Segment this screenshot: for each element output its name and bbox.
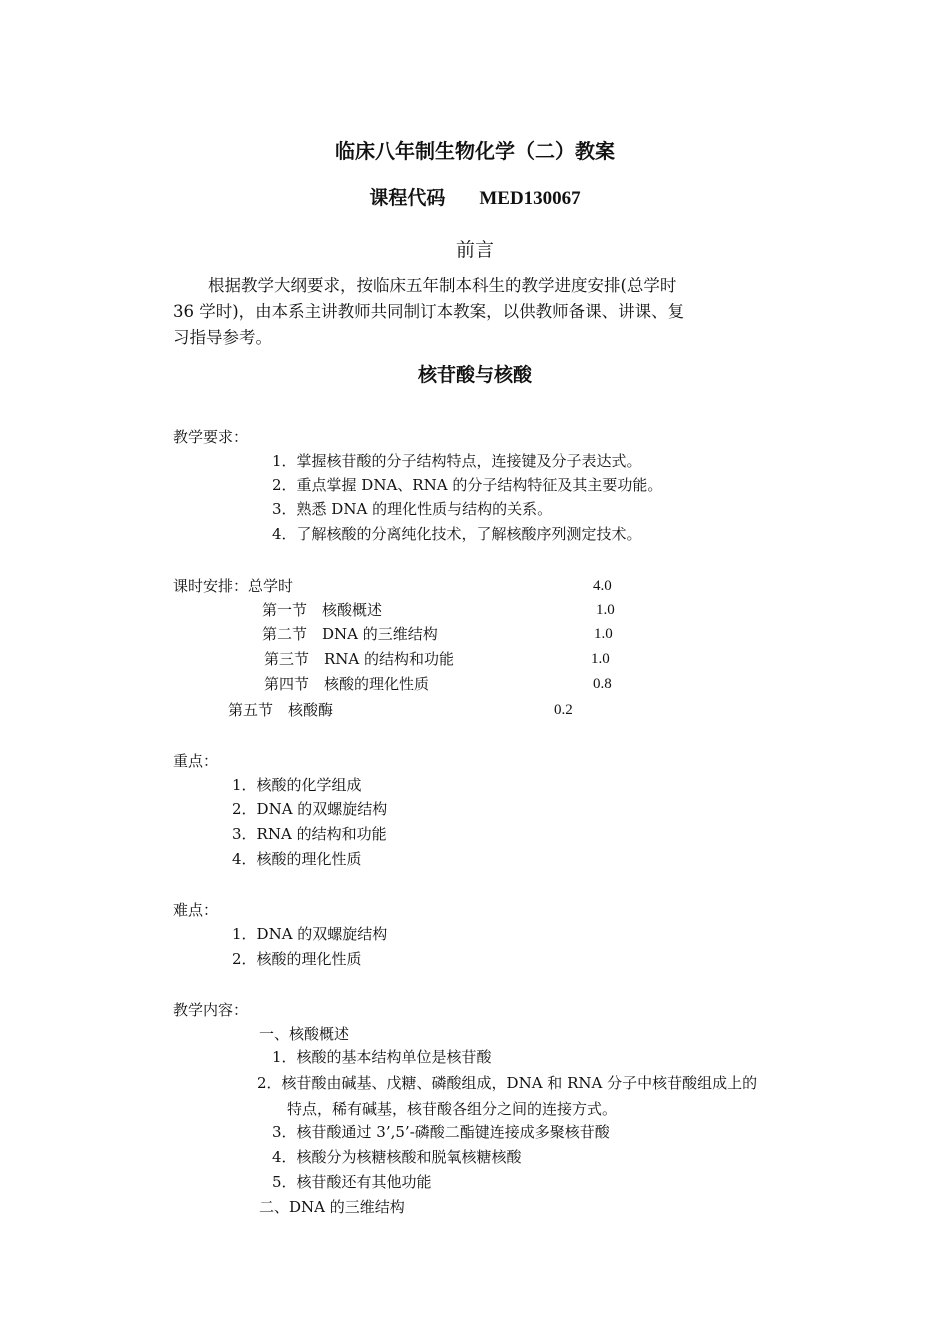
content-item: 5．核苷酸还有其他功能 xyxy=(272,1173,432,1191)
requirement-item: 1．掌握核苷酸的分子结构特点，连接键及分子表达式。 xyxy=(272,452,642,470)
content-item-continuation: 特点，稀有碱基，核苷酸各组分之间的连接方式。 xyxy=(287,1100,618,1118)
schedule-row-label: 第三节 RNA 的结构和功能 xyxy=(264,650,455,668)
requirement-item: 4．了解核酸的分离纯化技术，了解核酸序列测定技术。 xyxy=(272,525,642,543)
difficult-point-item: 1．DNA 的双螺旋结构 xyxy=(232,925,388,943)
schedule-row-label: 第二节 DNA 的三维结构 xyxy=(262,625,438,643)
key-point-item: 1．核酸的化学组成 xyxy=(232,776,362,794)
schedule-row-hours: 0.8 xyxy=(593,676,612,692)
content-item: 4．核酸分为核糖核酸和脱氧核糖核酸 xyxy=(272,1148,522,1166)
schedule-row-hours: 0.2 xyxy=(554,702,573,718)
document-title: 临床八年制生物化学（二）教案 xyxy=(335,139,615,163)
course-code-label: 课程代码 xyxy=(369,187,446,209)
preface-heading: 前言 xyxy=(455,239,494,261)
content-section-heading: 二、DNA 的三维结构 xyxy=(259,1198,405,1216)
key-point-item: 4．核酸的理化性质 xyxy=(232,850,362,868)
requirement-item: 2．重点掌握 DNA、RNA 的分子结构特征及其主要功能。 xyxy=(272,476,663,494)
schedule-row-label: 第五节 核酸酶 xyxy=(228,701,334,719)
schedule-row-label: 第四节 核酸的理化性质 xyxy=(264,675,430,693)
content-item: 3．核苷酸通过 3’,5’-磷酸二酯键连接成多聚核苷酸 xyxy=(272,1123,610,1141)
content-item: 1．核酸的基本结构单位是核苷酸 xyxy=(272,1048,492,1066)
schedule-row-hours: 1.0 xyxy=(596,602,615,618)
course-code-line xyxy=(0,185,950,212)
requirement-item: 3．熟悉 DNA 的理化性质与结构的关系。 xyxy=(272,500,553,518)
preface-line-1: 根据教学大纲要求，按临床五年制本科生的教学进度安排(总学时 xyxy=(208,276,677,295)
content-heading: 教学内容： xyxy=(173,1001,249,1019)
requirements-heading: 教学要求： xyxy=(173,428,249,446)
chapter-title: 核苷酸与核酸 xyxy=(417,364,532,386)
preface-line-3: 习指导参考。 xyxy=(173,328,272,347)
schedule-row-label: 第一节 核酸概述 xyxy=(262,601,383,619)
content-item: 2．核苷酸由碱基、戊糖、磷酸组成，DNA 和 RNA 分子中核苷酸组成上的 xyxy=(257,1074,758,1092)
preface-line-2: 36 学时)，由本系主讲教师共同制订本教案，以供教师备课、讲课、复 xyxy=(173,302,685,321)
schedule-heading: 课时安排：总学时 xyxy=(173,577,294,595)
schedule-row-hours: 1.0 xyxy=(591,651,610,667)
key-point-item: 2．DNA 的双螺旋结构 xyxy=(232,800,388,818)
schedule-row-hours: 1.0 xyxy=(594,626,613,642)
key-point-item: 3．RNA 的结构和功能 xyxy=(232,825,387,843)
key-points-heading: 重点： xyxy=(173,752,219,770)
schedule-total-hours: 4.0 xyxy=(593,578,612,594)
difficult-points-heading: 难点： xyxy=(173,901,219,919)
course-code: MED130067 xyxy=(479,188,581,209)
difficult-point-item: 2．核酸的理化性质 xyxy=(232,950,362,968)
content-section-heading: 一、核酸概述 xyxy=(259,1025,350,1043)
